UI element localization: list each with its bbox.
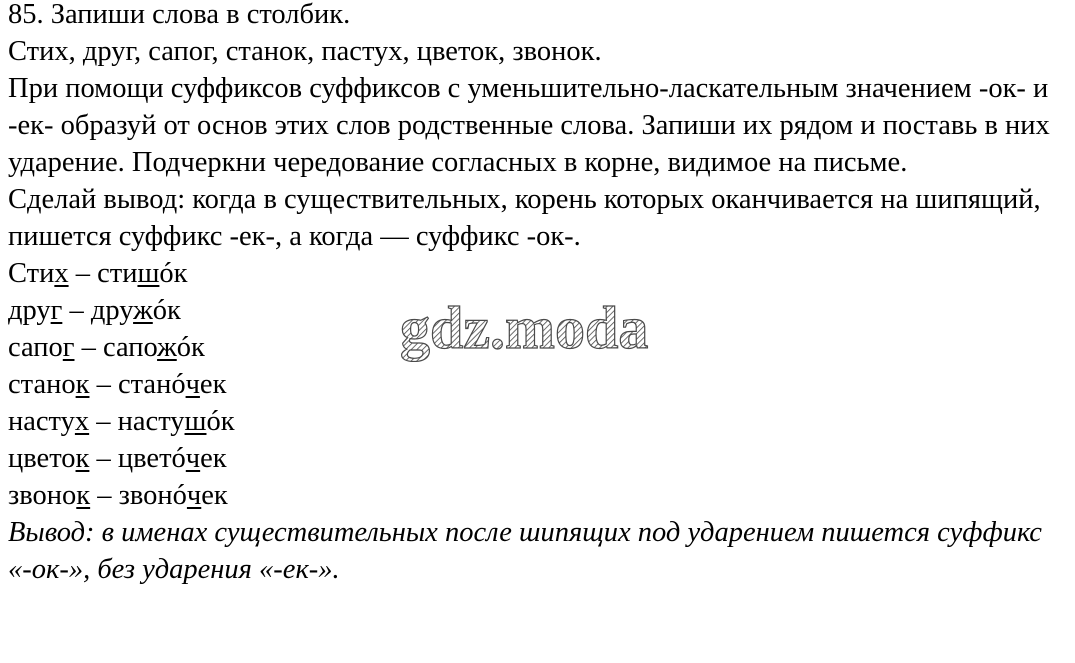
derived-word-end: ек [201, 480, 228, 511]
base-word-underlined: г [62, 332, 75, 363]
derived-word-start: сти [97, 258, 138, 289]
dash: – [68, 258, 98, 289]
derived-word-start: дру [90, 295, 134, 326]
derived-word-underlined: ж [157, 332, 177, 363]
base-word-underlined: г [50, 295, 63, 326]
derived-word-end: óк [176, 332, 205, 363]
dash: – [74, 332, 103, 363]
base-word-start: звоно [8, 480, 77, 511]
dash: – [62, 295, 91, 326]
base-word-start: стано [8, 369, 76, 400]
dash: – [89, 369, 118, 400]
task-instruction: При помощи суффиксов суффиксов с уменьшительно-ласкательным значением -ок- и -ек- образуй от основ этих слов родственные слова. Запиши их рядом и поставь в них ударение. Подчеркни чередование согласных в корне, видимое на письме. [8, 73, 1050, 178]
word-pair-row [8, 403, 1070, 440]
word-pair-row [8, 477, 1070, 514]
task-words: Стих, друг, сапог, станок, пастух, цветок, звонок. [8, 36, 602, 67]
answer-list [8, 255, 1070, 514]
derived-word-underlined: ш [184, 406, 207, 437]
derived-word-start: станó [117, 369, 186, 400]
derived-word-end: ек [199, 369, 227, 400]
textbook-page [8, 0, 1070, 588]
word-pair-row [8, 366, 1070, 403]
base-word-start: дру [8, 295, 51, 326]
dash: – [90, 480, 119, 511]
base-word-underlined: х [74, 406, 90, 437]
derived-word-start: сапо [102, 332, 158, 363]
base-word-start: цвето [8, 443, 76, 474]
base-word-underlined: к [75, 369, 90, 400]
dash: – [89, 443, 118, 474]
derived-word-end: ек [200, 443, 227, 474]
task-title: 85. Запиши слова в столбик. [8, 0, 351, 30]
derived-word-end: óк [206, 406, 235, 437]
base-word-start: насту [8, 406, 75, 437]
word-pair-row [8, 255, 1070, 292]
base-word-underlined: к [76, 480, 91, 511]
watermark-text: gdz.moda [400, 300, 649, 361]
derived-word-start: цветó [117, 443, 186, 474]
base-word-start: сапо [8, 332, 63, 363]
derived-word-end: óк [152, 295, 181, 326]
derived-word-start: звонó [118, 480, 187, 511]
word-pair-row [8, 440, 1070, 477]
derived-word-underlined: ч [185, 443, 201, 474]
base-word-underlined: х [54, 258, 69, 289]
derived-word-underlined: ж [133, 295, 153, 326]
base-word-start: Сти [8, 258, 55, 289]
derived-word-end: óк [159, 258, 188, 289]
base-word-underlined: к [75, 443, 90, 474]
derived-word-underlined: ш [137, 258, 160, 289]
derived-word-underlined: ч [185, 369, 200, 400]
dash: – [89, 406, 118, 437]
derived-word-underlined: ч [186, 480, 202, 511]
conclusion-text: Вывод: в именах существительных после шипящих под ударением пишется суффикс «-ок-», без ударения «-ек-». [8, 517, 1042, 585]
watermark-logo [398, 300, 698, 362]
task-question: Сделай вывод: когда в существительных, корень которых оканчивается на шипящий, пишется суффикс -ек-, а когда — суффикс -ок-. [8, 184, 1041, 252]
derived-word-start: насту [117, 406, 185, 437]
